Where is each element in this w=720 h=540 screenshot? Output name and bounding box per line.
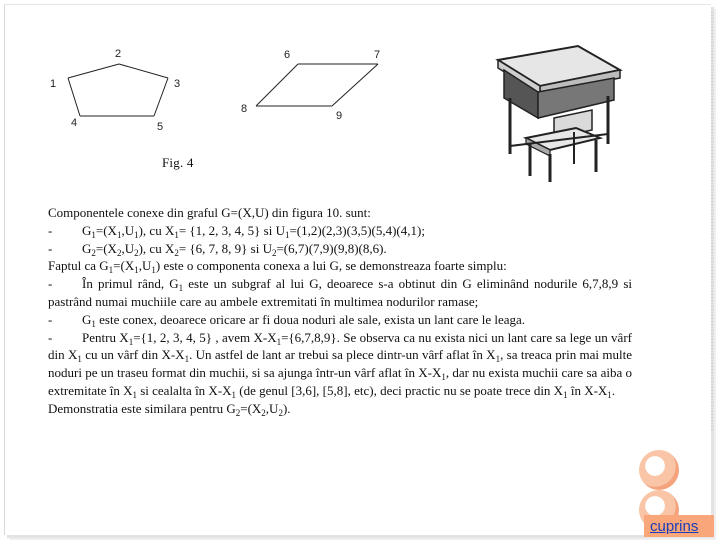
subscript: 1	[151, 265, 156, 276]
text-run: ), cu X	[138, 240, 175, 256]
subscript: 1	[495, 354, 501, 365]
subscript: 1	[174, 229, 179, 240]
text-run: , dar nu exista muchii care sa aiba o extremitate în X	[48, 365, 632, 398]
slide-border-dots	[711, 12, 713, 432]
graph-edge	[68, 78, 80, 116]
figure-caption: Fig. 4	[162, 155, 194, 170]
subscript: 1	[77, 354, 82, 365]
graph-edge	[154, 78, 168, 116]
subscript: 2	[278, 407, 283, 418]
subscript: 2	[174, 247, 179, 258]
text-run: =(X	[95, 222, 117, 238]
text-run: G	[82, 240, 92, 256]
subscript: 1	[231, 389, 237, 400]
subscript: 1	[116, 229, 122, 240]
subscript: 1	[108, 265, 114, 276]
text-run: =(X	[240, 400, 262, 416]
graph-node-label: 2	[115, 48, 122, 60]
text-run: G	[82, 222, 92, 238]
subscript: 1	[128, 336, 134, 347]
subscript: 2	[261, 407, 266, 418]
list-item-connected	[48, 311, 632, 329]
list-item-g2	[48, 240, 632, 258]
decorative-circle	[639, 450, 679, 490]
text-run: în X-X	[567, 382, 608, 398]
text-run: ,U	[138, 258, 152, 274]
graph-node-label: 1	[50, 78, 57, 90]
document-body	[48, 204, 632, 418]
list-dash: -	[48, 222, 53, 238]
paragraph-intro	[48, 204, 632, 222]
text-run: este conex, deoarece oricare ar fi doua noduri ale sale, exista un lant care le leaga.	[95, 311, 526, 327]
text-run: =(1,2)(2,3)(3,5)(5,4)(4,1);	[289, 222, 425, 238]
text-run: , sa treaca prin mai multe noduri pe un traseu format din muchii, si sa ajunga într-un vârf aflat în X-X	[48, 347, 633, 381]
text-run: =(X	[113, 258, 135, 274]
list-dash: -	[48, 240, 53, 256]
list-item-g1	[48, 222, 632, 240]
text-run: Faptul ca G	[48, 258, 109, 274]
text-run: .	[611, 382, 616, 398]
graph-node-label: 9	[336, 110, 343, 122]
graph-node-label: 4	[71, 117, 78, 129]
subscript: 1	[134, 265, 139, 276]
school-desk-icon	[470, 26, 630, 186]
text-run: ={1, 2, 3, 4, 5} , avem X-X	[133, 329, 277, 345]
text-run: În primul rând, G	[82, 276, 179, 292]
text-run: = {6, 7, 8, 9} si U	[178, 240, 272, 256]
graph-node-label: 7	[374, 49, 381, 61]
graph-node-label: 5	[157, 121, 164, 130]
subscript: 1	[91, 229, 96, 240]
graph-2	[241, 49, 380, 122]
text-run: ,U	[265, 400, 279, 416]
text-run: (de genul [3,6], [5,8], etc), deci practic nu se poate trece din X	[236, 382, 564, 398]
text-run: Demonstratia este similara pentru G	[48, 400, 236, 416]
subscript: 2	[116, 247, 122, 258]
graph-node-label: 3	[174, 78, 181, 90]
graph-drawing	[40, 40, 400, 130]
subscript: 1	[441, 372, 446, 383]
text-run: . Un astfel de lant ar trebui sa plece dintr-un vârf aflat în X	[189, 347, 496, 363]
text-run: = {1, 2, 3, 4, 5} si U	[178, 222, 285, 238]
list-dash: -	[48, 276, 53, 292]
text-run: ) este o componenta conexa a lui G, se demonstreaza foarte simplu:	[155, 258, 507, 274]
cuprins-link[interactable]: cuprins	[650, 518, 699, 535]
text-run: Pentru X	[82, 329, 129, 345]
subscript: 1	[91, 318, 96, 329]
subscript: 1	[132, 389, 137, 400]
list-item-subgraph	[48, 275, 632, 311]
text-run: ,U	[121, 240, 135, 256]
graph-edge	[68, 64, 119, 78]
paragraph-conclusion	[48, 400, 632, 418]
subscript: 2	[235, 407, 241, 418]
subscript: 1	[134, 229, 139, 240]
subscript: 2	[134, 247, 139, 258]
subscript: 1	[607, 389, 612, 400]
graph-node-label: 6	[284, 49, 291, 61]
text-run: G	[82, 311, 92, 327]
text-run: cu un vârf din X-X	[81, 347, 185, 363]
subscript: 1	[184, 354, 190, 365]
graph-1	[50, 48, 180, 130]
subscript: 2	[91, 247, 96, 258]
text-run: si cealalta în X-X	[136, 382, 232, 398]
text-run: ).	[282, 400, 291, 416]
graph-node-label: 8	[241, 103, 248, 115]
list-item-maximal	[48, 329, 632, 400]
subscript: 1	[284, 229, 290, 240]
graph-edge	[119, 64, 168, 78]
subscript: 1	[276, 336, 282, 347]
text-run: ,U	[121, 222, 135, 238]
paragraph-claim	[48, 257, 632, 275]
graph-edge	[256, 64, 298, 106]
text-run: este un subgraf al lui G, deoarece s-a obtinut din G eliminând nodurile 6,7,8,9 si pastrând numai muchiile care au ambele extremitati în multimea nodurilor ramase;	[48, 276, 632, 309]
graph-figure	[40, 40, 400, 130]
text-run: =(X	[95, 240, 117, 256]
text-run: =(6,7)(7,9)(9,8)(8,6).	[276, 240, 387, 256]
subscript: 1	[563, 389, 568, 400]
text-run: ), cu X	[138, 222, 175, 238]
list-dash: -	[48, 311, 53, 327]
subscript: 2	[271, 247, 277, 258]
text-run: Componentele conexe din graful G=(X,U) din figura 10. sunt:	[48, 205, 371, 220]
text-run: ={6,7,8,9}. Se observa ca nu exista nici un lant care sa lege un vârf din X	[48, 329, 632, 363]
subscript: 1	[178, 283, 184, 294]
graph-edge	[332, 64, 378, 106]
list-dash: -	[48, 329, 53, 345]
